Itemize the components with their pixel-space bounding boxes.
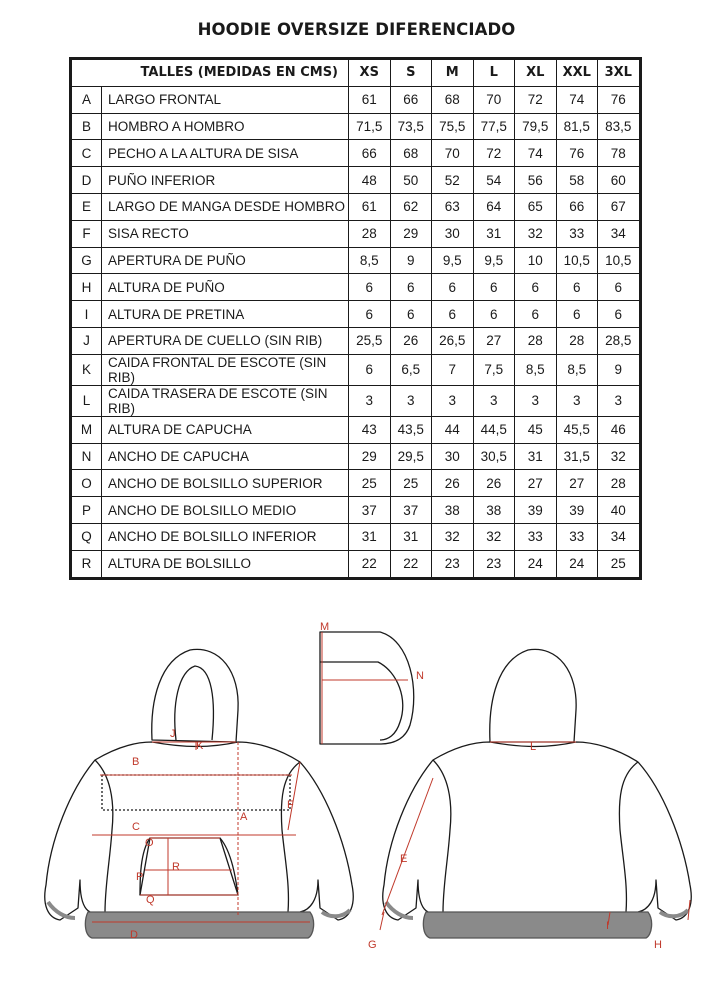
measurement-value: 46 bbox=[598, 416, 641, 443]
table-row bbox=[71, 220, 641, 247]
label-l: L bbox=[530, 741, 537, 753]
measurement-value: 33 bbox=[556, 523, 598, 550]
measurement-value: 6 bbox=[432, 301, 474, 328]
measurement-value: 6 bbox=[515, 274, 557, 301]
measurement-value: 34 bbox=[598, 220, 641, 247]
measurement-name: ANCHO DE BOLSILLO MEDIO bbox=[102, 497, 349, 524]
measurement-name: ANCHO DE BOLSILLO INFERIOR bbox=[102, 523, 349, 550]
measurement-value: 28,5 bbox=[598, 327, 641, 354]
table-row bbox=[71, 113, 641, 140]
measurement-name: ANCHO DE CAPUCHA bbox=[102, 443, 349, 470]
measurement-value: 23 bbox=[473, 550, 515, 578]
row-letter: L bbox=[71, 385, 102, 416]
row-letter: R bbox=[71, 550, 102, 578]
measurement-value: 3 bbox=[432, 385, 474, 416]
label-a: A bbox=[240, 811, 248, 823]
measurement-value: 63 bbox=[432, 193, 474, 220]
size-header-xs: XS bbox=[349, 59, 391, 87]
measurement-value: 78 bbox=[598, 140, 641, 167]
row-letter: H bbox=[71, 274, 102, 301]
label-m: M bbox=[320, 621, 330, 633]
measurement-value: 25 bbox=[390, 470, 432, 497]
row-letter: G bbox=[71, 247, 102, 274]
measurement-value: 6,5 bbox=[390, 354, 432, 385]
label-o: O bbox=[145, 837, 154, 849]
measurement-value: 71,5 bbox=[349, 113, 391, 140]
measurement-value: 29,5 bbox=[390, 443, 432, 470]
measurement-value: 25,5 bbox=[349, 327, 391, 354]
measurement-value: 26 bbox=[473, 470, 515, 497]
measurement-value: 3 bbox=[556, 385, 598, 416]
measurement-value: 31 bbox=[349, 523, 391, 550]
measurement-value: 45 bbox=[515, 416, 557, 443]
row-letter: F bbox=[71, 220, 102, 247]
measurement-value: 6 bbox=[598, 301, 641, 328]
measurement-name: HOMBRO A HOMBRO bbox=[102, 113, 349, 140]
measurement-value: 52 bbox=[432, 167, 474, 194]
measurement-name: CAIDA FRONTAL DE ESCOTE (SIN RIB) bbox=[102, 354, 349, 385]
size-header-3xl: 3XL bbox=[598, 59, 641, 87]
measurement-value: 23 bbox=[432, 550, 474, 578]
measurement-value: 3 bbox=[473, 385, 515, 416]
measurement-value: 6 bbox=[349, 274, 391, 301]
label-j: J bbox=[170, 728, 176, 740]
measurement-value: 76 bbox=[598, 86, 641, 113]
measurement-value: 32 bbox=[515, 220, 557, 247]
measurement-value: 10,5 bbox=[556, 247, 598, 274]
measurement-value: 26,5 bbox=[432, 327, 474, 354]
measurement-value: 74 bbox=[556, 86, 598, 113]
measurement-value: 30,5 bbox=[473, 443, 515, 470]
measurement-value: 7,5 bbox=[473, 354, 515, 385]
row-letter: Q bbox=[71, 523, 102, 550]
row-letter: M bbox=[71, 416, 102, 443]
page-title: HOODIE OVERSIZE DIFERENCIADO bbox=[197, 20, 516, 39]
measurement-name: APERTURA DE CUELLO (SIN RIB) bbox=[102, 327, 349, 354]
measurement-value: 58 bbox=[556, 167, 598, 194]
back-hoodie-drawing bbox=[383, 649, 691, 938]
table-row bbox=[71, 140, 641, 167]
row-letter: I bbox=[71, 301, 102, 328]
table-row bbox=[71, 416, 641, 443]
measurement-value: 74 bbox=[515, 140, 557, 167]
table-row bbox=[71, 247, 641, 274]
measurement-value: 9 bbox=[390, 247, 432, 274]
hoodie-technical-illustration bbox=[0, 600, 713, 1000]
measurement-value: 30 bbox=[432, 220, 474, 247]
measurement-value: 3 bbox=[349, 385, 391, 416]
measurement-value: 39 bbox=[515, 497, 557, 524]
measurement-value: 31 bbox=[473, 220, 515, 247]
label-i: I bbox=[606, 920, 610, 932]
measurement-name: LARGO DE MANGA DESDE HOMBRO bbox=[102, 193, 349, 220]
label-h: H bbox=[654, 939, 662, 951]
measurement-value: 81,5 bbox=[556, 113, 598, 140]
measurement-value: 6 bbox=[556, 274, 598, 301]
size-header-l: L bbox=[473, 59, 515, 87]
measurement-value: 3 bbox=[598, 385, 641, 416]
measurement-value: 8,5 bbox=[349, 247, 391, 274]
measurement-value: 60 bbox=[598, 167, 641, 194]
measurement-value: 9,5 bbox=[432, 247, 474, 274]
row-letter: E bbox=[71, 193, 102, 220]
hood-side-drawing bbox=[320, 632, 414, 744]
measurement-value: 9 bbox=[598, 354, 641, 385]
table-row bbox=[71, 523, 641, 550]
measurement-value: 3 bbox=[515, 385, 557, 416]
measurement-value: 30 bbox=[432, 443, 474, 470]
table-row bbox=[71, 470, 641, 497]
measurement-value: 65 bbox=[515, 193, 557, 220]
measurement-value: 39 bbox=[556, 497, 598, 524]
size-chart-table bbox=[69, 57, 642, 580]
measurement-value: 33 bbox=[556, 220, 598, 247]
measurement-value: 22 bbox=[390, 550, 432, 578]
measurement-value: 66 bbox=[390, 86, 432, 113]
row-letter: K bbox=[71, 354, 102, 385]
measurement-value: 6 bbox=[473, 301, 515, 328]
measurement-value: 31,5 bbox=[556, 443, 598, 470]
measurement-name: ALTURA DE PRETINA bbox=[102, 301, 349, 328]
label-n: N bbox=[416, 670, 424, 682]
measurement-name: ALTURA DE CAPUCHA bbox=[102, 416, 349, 443]
measurement-value: 66 bbox=[349, 140, 391, 167]
size-header-m: M bbox=[432, 59, 474, 87]
measurement-value: 10,5 bbox=[598, 247, 641, 274]
measurement-value: 8,5 bbox=[556, 354, 598, 385]
measurement-value: 6 bbox=[390, 274, 432, 301]
header-label: TALLES (MEDIDAS EN CMS) bbox=[71, 59, 349, 87]
label-k: K bbox=[196, 740, 204, 752]
measurement-value: 45,5 bbox=[556, 416, 598, 443]
measurement-value: 28 bbox=[556, 327, 598, 354]
measurement-value: 72 bbox=[473, 140, 515, 167]
label-r: R bbox=[172, 861, 180, 873]
measurement-value: 25 bbox=[349, 470, 391, 497]
measurement-value: 68 bbox=[432, 86, 474, 113]
size-header-s: S bbox=[390, 59, 432, 87]
row-letter: A bbox=[71, 86, 102, 113]
measurement-value: 28 bbox=[598, 470, 641, 497]
measurement-value: 44 bbox=[432, 416, 474, 443]
measurement-value: 68 bbox=[390, 140, 432, 167]
measurement-value: 6 bbox=[515, 301, 557, 328]
measurement-value: 24 bbox=[556, 550, 598, 578]
measurement-value: 61 bbox=[349, 193, 391, 220]
measurement-value: 75,5 bbox=[432, 113, 474, 140]
measurement-value: 28 bbox=[515, 327, 557, 354]
measurement-value: 26 bbox=[390, 327, 432, 354]
measurement-value: 26 bbox=[432, 470, 474, 497]
table-row bbox=[71, 443, 641, 470]
table-row bbox=[71, 193, 641, 220]
label-g: G bbox=[368, 939, 377, 951]
table-row bbox=[71, 385, 641, 416]
measurement-name: PUÑO INFERIOR bbox=[102, 167, 349, 194]
measurement-value: 79,5 bbox=[515, 113, 557, 140]
table-row bbox=[71, 86, 641, 113]
measurement-value: 50 bbox=[390, 167, 432, 194]
measurement-name: LARGO FRONTAL bbox=[102, 86, 349, 113]
measurement-value: 9,5 bbox=[473, 247, 515, 274]
table-row bbox=[71, 327, 641, 354]
row-letter: D bbox=[71, 167, 102, 194]
measurement-value: 56 bbox=[515, 167, 557, 194]
measurement-value: 38 bbox=[432, 497, 474, 524]
measurement-value: 40 bbox=[598, 497, 641, 524]
measurement-value: 67 bbox=[598, 193, 641, 220]
measurement-name: SISA RECTO bbox=[102, 220, 349, 247]
label-q: Q bbox=[146, 894, 155, 906]
measurement-value: 62 bbox=[390, 193, 432, 220]
row-letter: B bbox=[71, 113, 102, 140]
label-d: D bbox=[130, 929, 138, 941]
label-b: B bbox=[132, 756, 140, 768]
label-f: F bbox=[287, 799, 294, 811]
measurement-value: 27 bbox=[473, 327, 515, 354]
measurement-value: 66 bbox=[556, 193, 598, 220]
measurement-value: 29 bbox=[390, 220, 432, 247]
measurement-value: 3 bbox=[390, 385, 432, 416]
measurement-value: 34 bbox=[598, 523, 641, 550]
measurement-value: 70 bbox=[432, 140, 474, 167]
measurement-value: 43,5 bbox=[390, 416, 432, 443]
measurement-value: 43 bbox=[349, 416, 391, 443]
measurement-value: 37 bbox=[349, 497, 391, 524]
label-p: P bbox=[136, 871, 144, 883]
table-row bbox=[71, 167, 641, 194]
measurement-value: 6 bbox=[390, 301, 432, 328]
measurement-name: ANCHO DE BOLSILLO SUPERIOR bbox=[102, 470, 349, 497]
measurement-value: 83,5 bbox=[598, 113, 641, 140]
measurement-value: 38 bbox=[473, 497, 515, 524]
measurement-value: 28 bbox=[349, 220, 391, 247]
measurement-value: 25 bbox=[598, 550, 641, 578]
measurement-name: CAIDA TRASERA DE ESCOTE (SIN RIB) bbox=[102, 385, 349, 416]
measurement-value: 73,5 bbox=[390, 113, 432, 140]
row-letter: J bbox=[71, 327, 102, 354]
measurement-value: 77,5 bbox=[473, 113, 515, 140]
measurement-value: 27 bbox=[556, 470, 598, 497]
measurement-value: 6 bbox=[556, 301, 598, 328]
measurement-value: 31 bbox=[515, 443, 557, 470]
measurement-value: 6 bbox=[349, 301, 391, 328]
measurement-name: PECHO A LA ALTURA DE SISA bbox=[102, 140, 349, 167]
measurement-value: 70 bbox=[473, 86, 515, 113]
row-letter: N bbox=[71, 443, 102, 470]
measurement-name: APERTURA DE PUÑO bbox=[102, 247, 349, 274]
measurement-value: 44,5 bbox=[473, 416, 515, 443]
measurement-name: ALTURA DE BOLSILLO bbox=[102, 550, 349, 578]
measurement-value: 6 bbox=[598, 274, 641, 301]
measurement-value: 22 bbox=[349, 550, 391, 578]
label-c: C bbox=[132, 821, 140, 833]
table-header-row bbox=[71, 59, 641, 87]
measurement-value: 6 bbox=[473, 274, 515, 301]
measurement-value: 54 bbox=[473, 167, 515, 194]
measurement-value: 76 bbox=[556, 140, 598, 167]
measurement-value: 7 bbox=[432, 354, 474, 385]
measurement-value: 24 bbox=[515, 550, 557, 578]
table-row bbox=[71, 354, 641, 385]
measurement-value: 10 bbox=[515, 247, 557, 274]
measurement-value: 27 bbox=[515, 470, 557, 497]
measurement-value: 32 bbox=[473, 523, 515, 550]
measurement-name: ALTURA DE PUÑO bbox=[102, 274, 349, 301]
measurement-value: 64 bbox=[473, 193, 515, 220]
size-header-xl: XL bbox=[515, 59, 557, 87]
measurement-value: 8,5 bbox=[515, 354, 557, 385]
label-e: E bbox=[400, 853, 408, 865]
measurement-value: 6 bbox=[349, 354, 391, 385]
size-header-xxl: XXL bbox=[556, 59, 598, 87]
table-row bbox=[71, 301, 641, 328]
row-letter: P bbox=[71, 497, 102, 524]
table-row bbox=[71, 274, 641, 301]
table-row bbox=[71, 550, 641, 578]
measurement-value: 6 bbox=[432, 274, 474, 301]
measurement-value: 29 bbox=[349, 443, 391, 470]
measurement-value: 32 bbox=[432, 523, 474, 550]
measurement-value: 72 bbox=[515, 86, 557, 113]
row-letter: C bbox=[71, 140, 102, 167]
measurement-value: 33 bbox=[515, 523, 557, 550]
measurement-value: 32 bbox=[598, 443, 641, 470]
row-letter: O bbox=[71, 470, 102, 497]
measurement-value: 48 bbox=[349, 167, 391, 194]
measurement-value: 37 bbox=[390, 497, 432, 524]
measurement-value: 31 bbox=[390, 523, 432, 550]
measurement-value: 61 bbox=[349, 86, 391, 113]
table-row bbox=[71, 497, 641, 524]
